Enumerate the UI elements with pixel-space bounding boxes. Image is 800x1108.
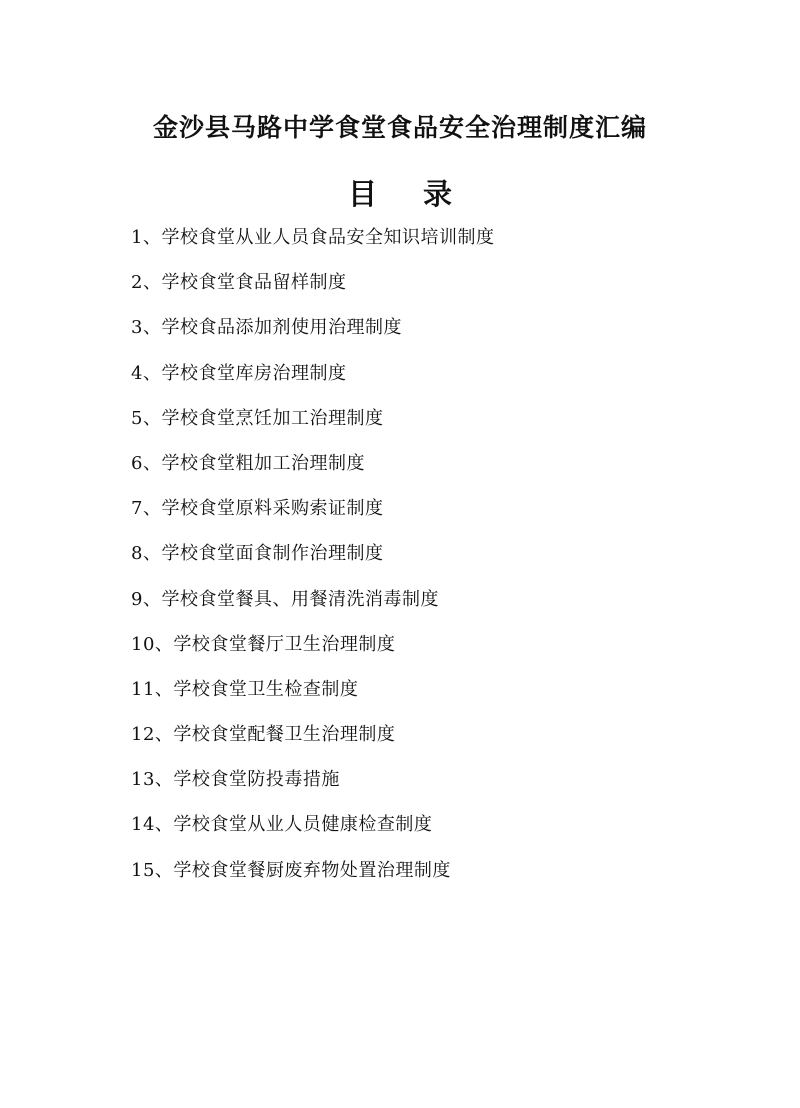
toc-item: 14、学校食堂从业人员健康检查制度 (131, 814, 433, 836)
toc-item: 15、学校食堂餐厨废弃物处置治理制度 (131, 859, 451, 881)
toc-item: 5、学校食堂烹饪加工治理制度 (131, 407, 384, 429)
toc-item: 1、学校食堂从业人员食品安全知识培训制度 (131, 227, 495, 248)
toc-heading (0, 172, 800, 213)
toc-item: 12、学校食堂配餐卫生治理制度 (131, 724, 396, 746)
toc-item: 13、学校食堂防投毒措施 (131, 769, 340, 791)
toc-item: 9、学校食堂餐具、用餐清洗消毒制度 (131, 588, 439, 610)
document-title: 金沙县马路中学食堂食品安全治理制度汇编 (152, 113, 647, 142)
toc-heading-right: 录 (423, 177, 453, 211)
toc-item: 2、学校食堂食品留样制度 (131, 272, 347, 294)
toc-heading-left: 目 (347, 177, 377, 211)
toc-item: 3、学校食品添加剂使用治理制度 (131, 317, 402, 339)
toc-item: 11、学校食堂卫生检查制度 (131, 678, 359, 700)
toc-item: 8、学校食堂面食制作治理制度 (131, 543, 384, 565)
toc-item: 7、学校食堂原料采购索证制度 (131, 498, 384, 520)
toc-list (131, 225, 751, 903)
toc-item: 6、学校食堂粗加工治理制度 (131, 452, 365, 474)
toc-item: 10、学校食堂餐厅卫生治理制度 (131, 633, 396, 655)
toc-item: 4、学校食堂库房治理制度 (131, 362, 347, 384)
